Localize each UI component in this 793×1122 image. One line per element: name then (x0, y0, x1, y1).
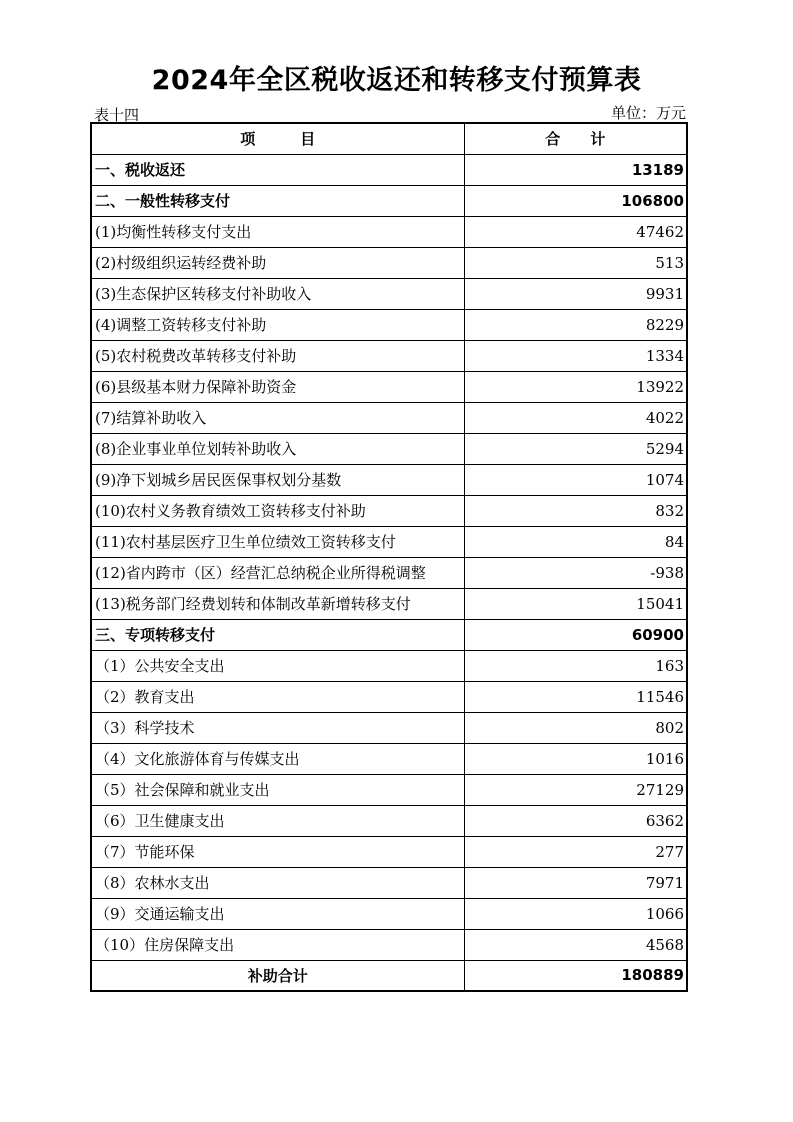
total-value: 180889 (464, 960, 687, 991)
total-row (91, 960, 687, 991)
table-row (91, 867, 687, 898)
item-value: 13922 (464, 371, 687, 402)
item-label: （9）交通运输支出 (91, 898, 464, 929)
header-item: 项 目 (91, 123, 464, 154)
item-label: (10)农村义务教育绩效工资转移支付补助 (91, 495, 464, 526)
item-label: (7)结算补助收入 (91, 402, 464, 433)
table-row (91, 805, 687, 836)
item-label: （6）卫生健康支出 (91, 805, 464, 836)
item-value: 802 (464, 712, 687, 743)
header-row (91, 123, 687, 154)
table-row (91, 278, 687, 309)
item-value: 4022 (464, 402, 687, 433)
item-value: 277 (464, 836, 687, 867)
item-label: 三、专项转移支付 (91, 619, 464, 650)
section-row (91, 619, 687, 650)
item-value: 1016 (464, 743, 687, 774)
item-label: (2)村级组织运转经费补助 (91, 247, 464, 278)
item-value: 13189 (464, 154, 687, 185)
header-total: 合 计 (464, 123, 687, 154)
item-value: 1334 (464, 340, 687, 371)
item-label: (5)农村税费改革转移支付补助 (91, 340, 464, 371)
item-value: 1074 (464, 464, 687, 495)
total-label: 补助合计 (91, 960, 464, 991)
table-number: 表十四 (94, 106, 140, 124)
item-value: 27129 (464, 774, 687, 805)
item-value: 1066 (464, 898, 687, 929)
item-label: （7）节能环保 (91, 836, 464, 867)
item-value: 5294 (464, 433, 687, 464)
item-value: 8229 (464, 309, 687, 340)
section-row (91, 185, 687, 216)
table-row (91, 743, 687, 774)
table-row (91, 340, 687, 371)
table-row (91, 557, 687, 588)
table-row (91, 526, 687, 557)
item-value: 4568 (464, 929, 687, 960)
item-label: （8）农林水支出 (91, 867, 464, 898)
table-row (91, 929, 687, 960)
item-label: （2）教育支出 (91, 681, 464, 712)
table-row (91, 712, 687, 743)
item-value: -938 (464, 557, 687, 588)
item-value: 84 (464, 526, 687, 557)
page-title: 2024年全区税收返还和转移支付预算表 (151, 65, 642, 96)
item-value: 9931 (464, 278, 687, 309)
table-row (91, 216, 687, 247)
table-row (91, 681, 687, 712)
unit-label: 单位：万元 (610, 104, 686, 122)
item-label: （10）住房保障支出 (91, 929, 464, 960)
item-label: (4)调整工资转移支付补助 (91, 309, 464, 340)
item-label: 二、一般性转移支付 (91, 185, 464, 216)
section-row (91, 154, 687, 185)
table-row (91, 774, 687, 805)
table-row (91, 464, 687, 495)
table-row (91, 247, 687, 278)
table-row (91, 309, 687, 340)
item-label: (1)均衡性转移支付支出 (91, 216, 464, 247)
item-label: （1）公共安全支出 (91, 650, 464, 681)
item-value: 60900 (464, 619, 687, 650)
item-value: 6362 (464, 805, 687, 836)
item-label: (13)税务部门经费划转和体制改革新增转移支付 (91, 588, 464, 619)
table-body (91, 154, 687, 991)
item-label: (11)农村基层医疗卫生单位绩效工资转移支付 (91, 526, 464, 557)
item-label: （4）文化旅游体育与传媒支出 (91, 743, 464, 774)
item-label: （3）科学技术 (91, 712, 464, 743)
table-row (91, 588, 687, 619)
table-row (91, 433, 687, 464)
item-label: (12)省内跨市（区）经营汇总纳税企业所得税调整 (91, 557, 464, 588)
table-row (91, 371, 687, 402)
budget-table (90, 122, 688, 992)
item-value: 106800 (464, 185, 687, 216)
item-value: 11546 (464, 681, 687, 712)
item-label: （5）社会保障和就业支出 (91, 774, 464, 805)
item-value: 47462 (464, 216, 687, 247)
table-row (91, 898, 687, 929)
item-value: 513 (464, 247, 687, 278)
item-value: 7971 (464, 867, 687, 898)
table-row (91, 650, 687, 681)
item-label: (8)企业事业单位划转补助收入 (91, 433, 464, 464)
item-value: 163 (464, 650, 687, 681)
item-value: 15041 (464, 588, 687, 619)
table-row (91, 836, 687, 867)
item-value: 832 (464, 495, 687, 526)
table-row (91, 402, 687, 433)
item-label: 一、税收返还 (91, 154, 464, 185)
item-label: (3)生态保护区转移支付补助收入 (91, 278, 464, 309)
item-label: (9)净下划城乡居民医保事权划分基数 (91, 464, 464, 495)
table-row (91, 495, 687, 526)
item-label: (6)县级基本财力保障补助资金 (91, 371, 464, 402)
